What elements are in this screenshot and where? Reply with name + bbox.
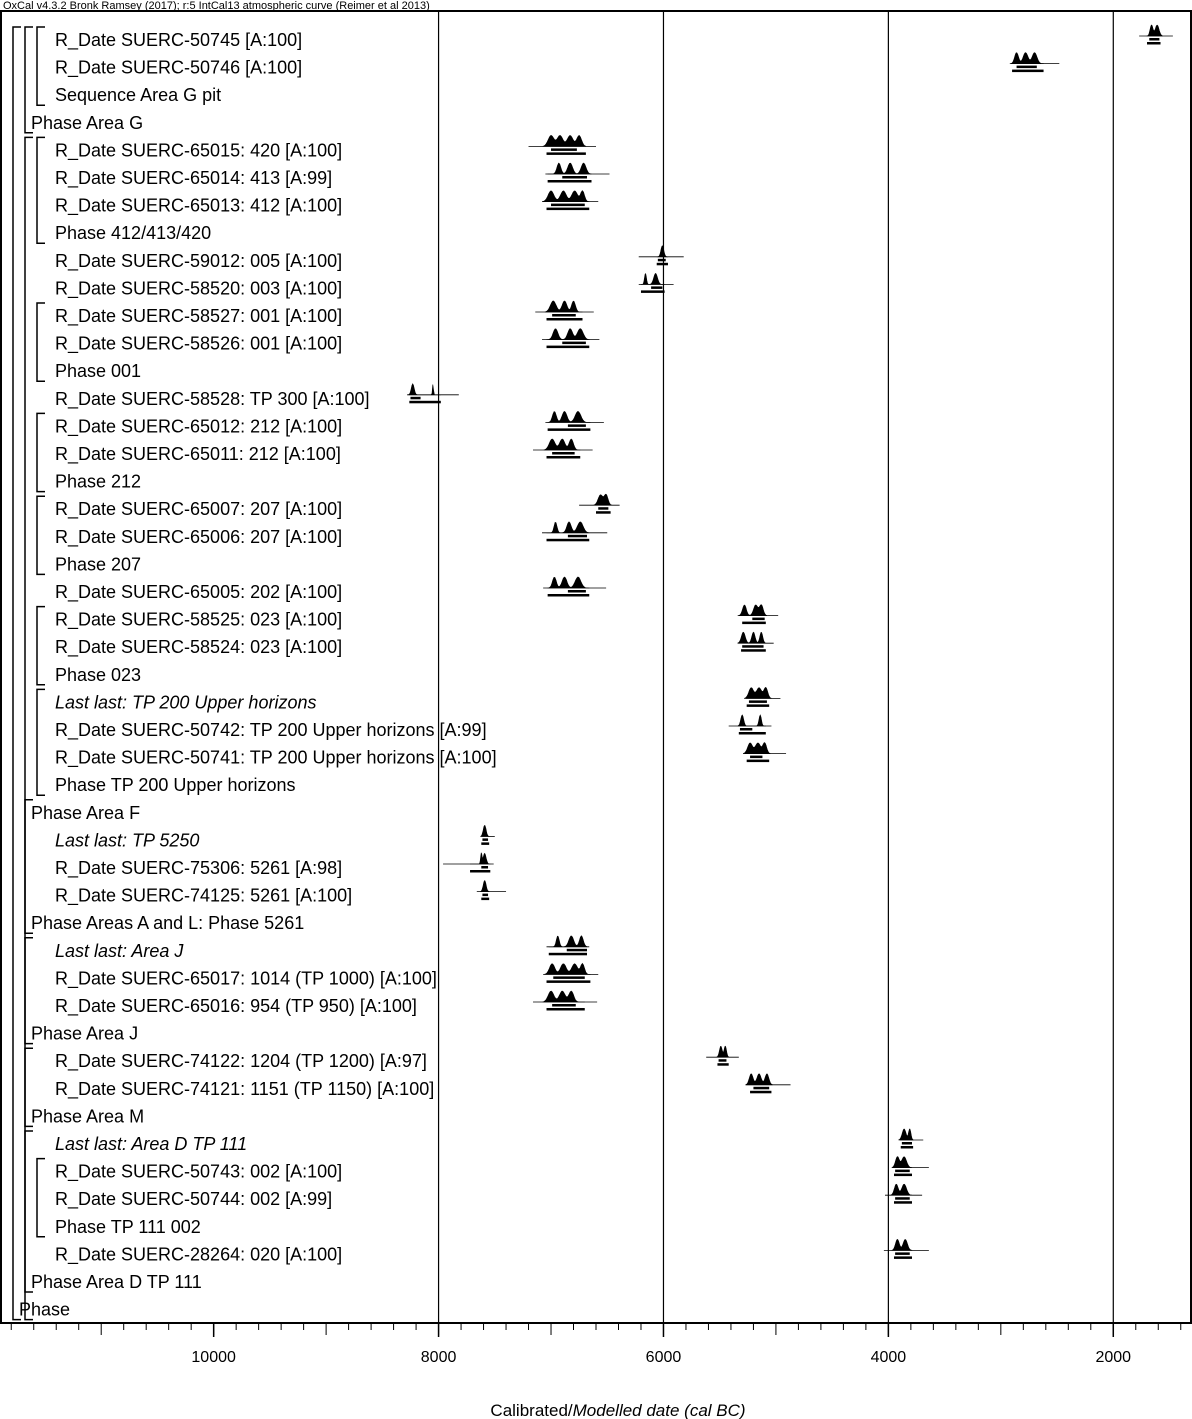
range-68 bbox=[551, 204, 585, 207]
row-label: Phase Areas A and L: Phase 5261 bbox=[31, 913, 305, 934]
range-68 bbox=[651, 286, 662, 289]
distribution bbox=[579, 494, 619, 514]
posterior-shape bbox=[543, 135, 586, 146]
bracket bbox=[37, 27, 45, 105]
range-95 bbox=[894, 1256, 912, 1259]
distribution bbox=[884, 1239, 929, 1259]
range-95 bbox=[641, 290, 665, 293]
range-95 bbox=[547, 346, 590, 349]
row-label: R_Date SUERC-65012: 212 [A:100] bbox=[55, 416, 343, 437]
distribution bbox=[639, 273, 674, 293]
distribution bbox=[542, 329, 599, 349]
row-label: Phase 207 bbox=[55, 554, 142, 575]
header-text: OxCal v4.3.2 Bronk Ramsey (2017); r:5 IntCal13 atmospheric curve (Reimer et al 2013) bbox=[3, 0, 430, 12]
bracket bbox=[37, 1159, 45, 1237]
row-label: R_Date SUERC-58520: 003 [A:100] bbox=[55, 278, 343, 299]
distribution bbox=[892, 1157, 929, 1177]
range-68 bbox=[482, 894, 488, 897]
range-68 bbox=[719, 1059, 727, 1062]
row-label: R_Date SUERC-74121: 1151 (TP 1150) [A:100] bbox=[55, 1078, 435, 1099]
row-label: Phase 412/413/420 bbox=[55, 223, 212, 244]
range-95 bbox=[549, 953, 587, 956]
posterior-shape bbox=[892, 1157, 912, 1168]
range-95 bbox=[1147, 42, 1160, 45]
range-68 bbox=[1149, 38, 1159, 41]
row-label: R_Date SUERC-65015: 420 [A:100] bbox=[55, 140, 343, 161]
distribution bbox=[1010, 53, 1059, 73]
distribution bbox=[542, 522, 607, 542]
row-label: Phase 001 bbox=[55, 361, 142, 382]
range-68 bbox=[895, 1170, 910, 1173]
distribution bbox=[543, 577, 606, 597]
range-95 bbox=[547, 539, 590, 542]
range-68 bbox=[749, 700, 767, 703]
posterior-shape bbox=[743, 743, 770, 754]
bracket bbox=[25, 137, 33, 1319]
row-label: R_Date SUERC-58527: 001 [A:100] bbox=[55, 306, 343, 326]
range-95 bbox=[548, 428, 591, 431]
x-tick-label: 2000 bbox=[1095, 1349, 1132, 1366]
range-68 bbox=[895, 1197, 910, 1200]
distribution bbox=[477, 881, 506, 901]
range-68 bbox=[553, 976, 584, 979]
posterior-shape bbox=[544, 439, 580, 450]
posterior-shape bbox=[746, 1074, 773, 1085]
distribution bbox=[443, 853, 494, 873]
range-95 bbox=[481, 898, 489, 901]
posterior-shape bbox=[1147, 25, 1163, 36]
distribution bbox=[729, 715, 772, 735]
range-95 bbox=[742, 622, 766, 625]
row-label: R_Date SUERC-50745 [A:100] bbox=[55, 30, 303, 50]
row-label: Phase 212 bbox=[55, 471, 142, 492]
posterior-shape bbox=[548, 411, 591, 422]
row-label: Phase Area M bbox=[31, 1106, 145, 1127]
posterior-shape bbox=[548, 163, 592, 174]
row-label: R_Date SUERC-65013: 412 [A:100] bbox=[55, 195, 343, 216]
range-95 bbox=[547, 152, 586, 155]
distribution bbox=[639, 246, 684, 265]
x-axis-label-italic: Modelled date (cal BC) bbox=[572, 1401, 746, 1419]
range-95 bbox=[596, 511, 611, 514]
range-68 bbox=[598, 507, 608, 510]
distribution bbox=[738, 605, 778, 625]
range-95 bbox=[657, 263, 668, 266]
x-axis-label bbox=[490, 1401, 745, 1419]
row-label: Last last: TP 200 Upper horizons bbox=[55, 692, 317, 713]
posterior-shape bbox=[641, 273, 665, 284]
row-label: R_Date SUERC-65007: 207 [A:100] bbox=[55, 499, 343, 520]
distribution bbox=[545, 411, 603, 431]
bracket-outer bbox=[13, 27, 21, 1320]
row-label: R_Date SUERC-50746 [A:100] bbox=[55, 57, 303, 78]
row-label: R_Date SUERC-50742: TP 200 Upper horizons [A:99] bbox=[55, 720, 487, 740]
range-95 bbox=[901, 1146, 913, 1149]
range-68 bbox=[895, 1252, 910, 1255]
row-label: R_Date SUERC-74122: 1204 (TP 1200) [A:97] bbox=[55, 1051, 427, 1072]
row-label: R_Date SUERC-65011: 212 [A:100] bbox=[55, 444, 341, 464]
row-label: R_Date SUERC-75306: 5261 [A:98] bbox=[55, 858, 343, 878]
distribution bbox=[1139, 25, 1173, 45]
x-tick-label: 4000 bbox=[870, 1349, 907, 1366]
range-95 bbox=[409, 401, 440, 404]
row-label: Sequence Area G pit bbox=[55, 85, 222, 106]
range-68 bbox=[568, 424, 586, 427]
row-label: R_Date SUERC-65005: 202 [A:100] bbox=[55, 582, 343, 602]
distribution bbox=[706, 1046, 739, 1066]
row-label: R_Date SUERC-65006: 207 [A:100] bbox=[55, 526, 343, 547]
distribution bbox=[535, 301, 593, 321]
row-label: R_Date SUERC-58524: 023 [A:100] bbox=[55, 637, 343, 658]
range-95 bbox=[547, 208, 590, 211]
row-label: R_Date SUERC-50744: 002 [A:99] bbox=[55, 1189, 333, 1210]
distribution bbox=[899, 1129, 924, 1149]
bracket bbox=[37, 413, 45, 491]
posterior-shape bbox=[547, 329, 590, 340]
range-95 bbox=[717, 1063, 728, 1066]
row-label: Last last: Area D TP 111 bbox=[55, 1134, 248, 1154]
distribution bbox=[529, 135, 596, 155]
range-95 bbox=[894, 1201, 912, 1204]
posterior-shape bbox=[744, 687, 771, 698]
gridlines bbox=[439, 12, 1114, 1322]
x-tick-label: 6000 bbox=[645, 1349, 682, 1366]
row-label: Phase 023 bbox=[55, 664, 142, 685]
distribution bbox=[545, 163, 609, 183]
distribution bbox=[885, 1184, 922, 1204]
row-label: R_Date SUERC-65014: 413 [A:99] bbox=[55, 168, 333, 188]
range-68 bbox=[562, 342, 586, 345]
posterior-shape bbox=[594, 494, 612, 505]
range-68 bbox=[481, 866, 488, 869]
row-label: R_Date SUERC-50743: 002 [A:100] bbox=[55, 1161, 343, 1182]
row-label: Last last: TP 5250 bbox=[55, 830, 200, 851]
distributions bbox=[407, 25, 1173, 1259]
posterior-shape bbox=[470, 853, 490, 864]
x-axis bbox=[11, 1323, 1181, 1366]
row-label: R_Date SUERC-65017: 1014 (TP 1000) [A:100] bbox=[55, 968, 437, 989]
row-label: Last last: Area J bbox=[55, 940, 184, 961]
x-axis-label-plain: Calibrated/ bbox=[490, 1401, 573, 1419]
range-68 bbox=[552, 1004, 576, 1007]
row-label: Phase Area G bbox=[31, 112, 144, 133]
range-95 bbox=[470, 870, 490, 873]
range-68 bbox=[742, 645, 763, 648]
range-95 bbox=[747, 704, 769, 707]
range-68 bbox=[1017, 66, 1037, 69]
posterior-shape bbox=[738, 715, 766, 726]
row-label: Phase TP 111 002 bbox=[55, 1216, 201, 1237]
range-95 bbox=[547, 318, 583, 321]
range-95 bbox=[894, 1174, 912, 1177]
row-label: Phase Area D TP 111 bbox=[31, 1272, 202, 1292]
posterior-shape bbox=[738, 632, 766, 643]
row-label: R_Date SUERC-58526: 001 [A:100] bbox=[55, 333, 343, 354]
distribution bbox=[542, 191, 598, 211]
row-label: R_Date SUERC-50741: TP 200 Upper horizons [A:100] bbox=[55, 747, 497, 768]
distribution bbox=[738, 632, 774, 652]
range-68 bbox=[562, 176, 587, 179]
posterior-shape bbox=[545, 963, 591, 974]
range-68 bbox=[658, 259, 666, 262]
range-95 bbox=[747, 760, 769, 763]
posterior-shape bbox=[481, 825, 490, 836]
range-68 bbox=[740, 728, 752, 731]
distribution bbox=[743, 743, 786, 763]
posterior-shape bbox=[481, 881, 490, 892]
bracket bbox=[37, 303, 45, 381]
distribution bbox=[746, 1074, 791, 1094]
posterior-shape bbox=[892, 1239, 912, 1250]
range-68 bbox=[902, 1142, 912, 1145]
range-68 bbox=[482, 838, 488, 841]
range-68 bbox=[552, 314, 576, 317]
posterior-shape bbox=[543, 991, 585, 1002]
distribution bbox=[533, 991, 597, 1011]
distribution bbox=[547, 936, 590, 956]
distribution bbox=[481, 825, 495, 845]
posterior-shape bbox=[1011, 53, 1043, 64]
row-label: Phase Area F bbox=[31, 802, 141, 823]
range-95 bbox=[547, 1008, 585, 1011]
range-95 bbox=[548, 594, 590, 597]
posterior-shape bbox=[891, 1184, 912, 1195]
bracket bbox=[37, 137, 45, 243]
row-label: R_Date SUERC-28264: 020 [A:100] bbox=[55, 1244, 343, 1265]
row-label: R_Date SUERC-58528: TP 300 [A:100] bbox=[55, 388, 370, 409]
row-label: Phase bbox=[19, 1299, 71, 1320]
row-label: R_Date SUERC-59012: 005 [A:100] bbox=[55, 250, 343, 271]
row-label: Phase Area J bbox=[31, 1023, 139, 1044]
posterior-shape bbox=[657, 246, 668, 257]
distribution bbox=[407, 384, 459, 404]
posterior-shape bbox=[899, 1129, 913, 1140]
range-95 bbox=[739, 732, 766, 735]
posterior-shape bbox=[543, 191, 589, 202]
range-95 bbox=[547, 456, 581, 459]
range-95 bbox=[481, 842, 489, 845]
range-68 bbox=[568, 535, 587, 538]
row-label: R_Date SUERC-74125: 5261 [A:100] bbox=[55, 885, 353, 906]
range-68 bbox=[567, 949, 587, 952]
range-68 bbox=[752, 618, 764, 621]
bracket bbox=[37, 689, 45, 795]
range-68 bbox=[551, 148, 577, 151]
range-95 bbox=[1012, 70, 1043, 73]
range-68 bbox=[568, 590, 586, 593]
posterior-shape bbox=[717, 1046, 729, 1057]
row-label: R_Date SUERC-65016: 954 (TP 950) [A:100] bbox=[55, 996, 417, 1016]
posterior-shape bbox=[547, 522, 590, 533]
posterior-shape bbox=[739, 605, 767, 616]
range-68 bbox=[552, 452, 574, 455]
distribution bbox=[744, 687, 780, 707]
range-68 bbox=[753, 1087, 769, 1090]
x-tick-label: 10000 bbox=[191, 1349, 236, 1366]
distribution bbox=[543, 963, 598, 983]
bracket bbox=[37, 496, 45, 574]
bracket bbox=[25, 1131, 33, 1292]
bracket bbox=[37, 607, 45, 685]
row-labels bbox=[19, 30, 497, 1320]
range-68 bbox=[750, 756, 762, 759]
range-95 bbox=[750, 1091, 771, 1094]
x-tick-label: 8000 bbox=[420, 1349, 457, 1366]
posterior-shape bbox=[545, 301, 582, 312]
posterior-shape bbox=[549, 936, 587, 947]
distribution bbox=[533, 439, 593, 459]
range-95 bbox=[547, 980, 591, 983]
range-68 bbox=[410, 397, 420, 400]
range-95 bbox=[741, 649, 766, 652]
posterior-shape bbox=[548, 577, 590, 588]
range-95 bbox=[548, 180, 592, 183]
row-label: Phase TP 200 Upper horizons bbox=[55, 775, 296, 796]
row-label: R_Date SUERC-58525: 023 [A:100] bbox=[55, 609, 343, 630]
posterior-shape bbox=[409, 384, 441, 395]
